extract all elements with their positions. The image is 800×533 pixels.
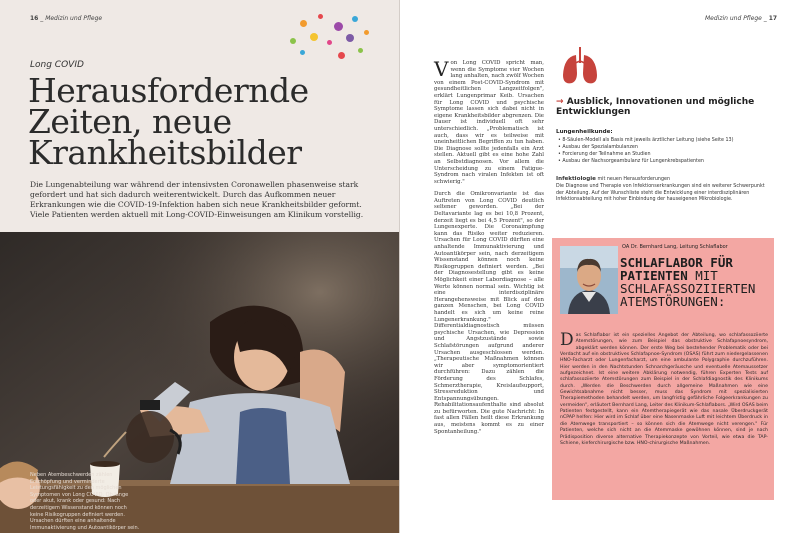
sidebar-heading: → Ausblick, Innovationen und mögliche Entwicklungen: [556, 97, 755, 117]
box-title: SCHLAFLABOR FÜR PATIENTEN MIT SCHLAFASSOZIIERTEN ATEMSTÖRUNGEN:: [620, 255, 756, 309]
sidebar-list: [558, 137, 768, 165]
decorative-dot: [318, 14, 323, 19]
sidebar-subheading-infektiologie: Infektiologie: [556, 176, 596, 182]
drop-cap: D: [560, 330, 574, 350]
box-byline: OA Dr. Bernhard Lang, Leitung Schlaflabor: [622, 244, 728, 250]
sidebar-subheading-lungenheilkunde: Lungenheilkunde:: [556, 129, 613, 135]
list-item: • Ausbau der Nachsorgeambulanz für Lungenkrebspatienten: [558, 158, 768, 165]
arrow-icon: →: [556, 97, 564, 107]
drop-cap: V: [434, 57, 449, 81]
page-title: Herausfordernde Zeiten, neue Krankheitsbilder: [28, 71, 309, 172]
section-label-right: Medizin und Pflege: [705, 15, 762, 22]
decorative-dot: [352, 16, 358, 22]
right-page-header: Medizin und Pflege _ 17: [705, 15, 778, 22]
article-photo: [0, 232, 400, 533]
decorative-dot: [300, 50, 305, 55]
decorative-dot: [346, 34, 354, 42]
decorative-dot: [300, 20, 307, 27]
kicker: Long COVID: [30, 60, 84, 70]
list-item: • Ausbau der Spezialambulanzen: [558, 144, 768, 151]
page-number-left: 16: [30, 15, 39, 22]
lungs-icon: [560, 45, 600, 87]
decorative-dot: [338, 52, 345, 59]
list-item: • 8-Säulen-Modell als Basis mit jeweils ärztlicher Leitung (siehe Seite 13): [558, 137, 768, 144]
article-paragraph-2: Durch die Omikronvariante ist das Auftreten von Long COVID deutlich seltener geworden. „Bei der Deltavariante lag es bei 10,8 Prozent, derzeit liegt es bei 4,5 Prozent", so der Lungenexperte. Die Coronaimpfung kann das Risiko weiter reduzieren. Ursachen für Long COVID dürften eine anhaltende Immunaktivierung und Autoantikörper sein, nach derzeitigem Wissenstand können noch keine Risikogruppen definiert werden. „Bei der Diagnosestellung gibt es keine Möglichkeit einer Labordiagnose – alle Werte können normal sein. Wichtig ist eine interdisziplinäre Herangehensweise mit Blick auf den ganzen Menschen, bei Long COVID handelt es sich um keine reine Lungenerkrankung." Differentialdiagnostisch müssen psychische Ursachen, wie Depression und Angstzustände sowie Schlafstörungen aufgrund anderer Ursachen ausgeschlossen werden. „Therapeutische Maßnahmen können wir aber symptomorientiert durchführen: Dazu zählen die Förderung des Schlafes, Schmerztherapie, Kreislaufsupport, Stressreduktion und Entspannungsübungen. Rehabilitationsaufenthalte sind absolut zu befürworten. Die gute Nachricht: In fast allen Fällen heilt diese Erkrankung aus, meistens kommt es zu einer Spontanheilung.": [434, 191, 544, 435]
decorative-dot: [327, 40, 332, 45]
lead-paragraph: Die Lungenabteilung war während der intensivsten Coronawellen phasenweise stark gefordert und hat sich dadurch weiterentwickelt. Durch das Aufkommen neuer Erkrankungen wie die COVID-19-Infektion haben sich neue Krankheitsbilder geformt. Viele Patienten werden aktuell mit Long-COVID-Einweisungen am Klinikum vorstellig.: [30, 180, 364, 219]
sidebar-infektiologie: Infektiologie mit neuen Herausforderungen Die Diagnose und Therapie von Infektionserkrankungen sind ein weiterer Schwerpunkt der Abteilung. Auf der Wunschliste steht die Entwicklung einer interdisziplinären Infektionsabteilung mit hoher Einbindung der hauseigenen Mikrobiologie.: [556, 176, 765, 203]
page-number-right: 17: [768, 15, 778, 22]
decorative-dot: [290, 38, 296, 44]
left-page-header: 16 _ Medizin und Pflege: [30, 15, 103, 22]
portrait-photo: [560, 246, 618, 314]
decorative-dot: [334, 22, 343, 31]
decorative-dot: [358, 48, 363, 53]
photo-caption: Neben Atembeschwerden zählen Erschöpfung und verminderte Leistungsfähigkeit zu den möglichen Symptomen von Long COVID. Ob lange oder akut, krank oder gesund: Nach derzeitigem Wissenstand können noch keine Risikogruppen definiert werden. Ursachen dürften eine anhaltende Immunaktivierung und Autoantikörper sein.: [30, 472, 140, 531]
box-body: Das Schlaflabor ist ein spezielles Angebot der Abteilung, wo schlafassoziierte Atemstörungen, wie zum Beispiel das obstruktive Schlafapnoesyndrom, abgeklärt werden können. Der erste Weg bei bestehender Problematik oder bei Verdacht auf ein obstruktives Schlafapnoe-Syndrom (OSAS) führt zum niedergelassenen HNO-Facharzt oder Lungenfacharzt, um eine ambulante Polygraphie durchzuführen. Hier werden in den Nachtstunden Schnarchgeräusche und eventuelle Atemaussetzer aufgezeichnet. Ist eine weitere Abklärung notwendig, führen Experten Tests auf schlafassoziierte Atemstörungen zum Beispiel in der Schlafdiagnostik des Klinikums durch. „Werden die Beschwerden durch allgemeine Maßnahmen wie eine Gewichtsabnahme nicht besser, muss das Syndrom mit spezialisierten Therapiemethoden behandelt werden, um langfristig gefährliche Folgeerkrankungen zu vermeiden", erläutert Bernhard Lang, Leiter des Klinikum-Schlaflabors. „Wird OSAS beim Patienten festgestellt, kann ein Atemtherapiegerät wie das nasale Überdruckgerät nCPAP helfen: Hier wird im Schlaf über eine Nasenmaske Luft mit leichtem Überdruck in die Atemwege transportiert – so können sich die Atemwege nicht verengen." Für Patienten, welche sich nicht an die Atemmaske gewöhnen können, sind je nach Prädisposition diverse alternative Therapiekonzepte von Vorteil, wie etwa die TAP-Schiene, kieferchirurgische bzw. HNO-chirurgische Maßnahmen.: [560, 330, 768, 446]
portrait-illustration: [560, 246, 618, 314]
list-item: • Forcierung der Teilnahme an Studien: [558, 151, 768, 158]
decorative-dot: [310, 33, 318, 41]
article-paragraph-1: Von Long COVID spricht man, wenn die Symptome vier Wochen lang anhalten, nach zwölf Wochen von einem Post-COVID-Syndrom mit gesundheitlichen Langzeitfolgen", erklärt Lungenprimar Keib. Ursachen für Long COVID und psychische Symptome lassen sich dabei nicht in eigene Krankheitsbilder abgrenzen. Die Dauer ist individuell oft sehr unterschiedlich. „Problematisch ist auch, dass wir es teilweise mit uneinheitlichen Begriffen zu tun haben. Die Diagnose sollte jedenfalls ein Arzt stellen. Aktuell gibt es eine hohe Zahl an Selbstdiagnosen. Vor allem die Unterscheidung zu einem Fatigue-Syndrom nach viralen Infekten ist oft schwierig.": [434, 57, 544, 185]
infektiologie-text: Die Diagnose und Therapie von Infektionserkrankungen sind ein weiterer Schwerpunkt der Abteilung. Auf der Wunschliste steht die Entwicklung einer interdisziplinären Infektionsabteilung mit hoher Einbindung der hauseigenen Mikrobiologie.: [556, 183, 765, 203]
article-column: [434, 57, 544, 441]
section-label-left: Medizin und Pflege: [45, 15, 103, 22]
decorative-dot: [364, 30, 369, 35]
